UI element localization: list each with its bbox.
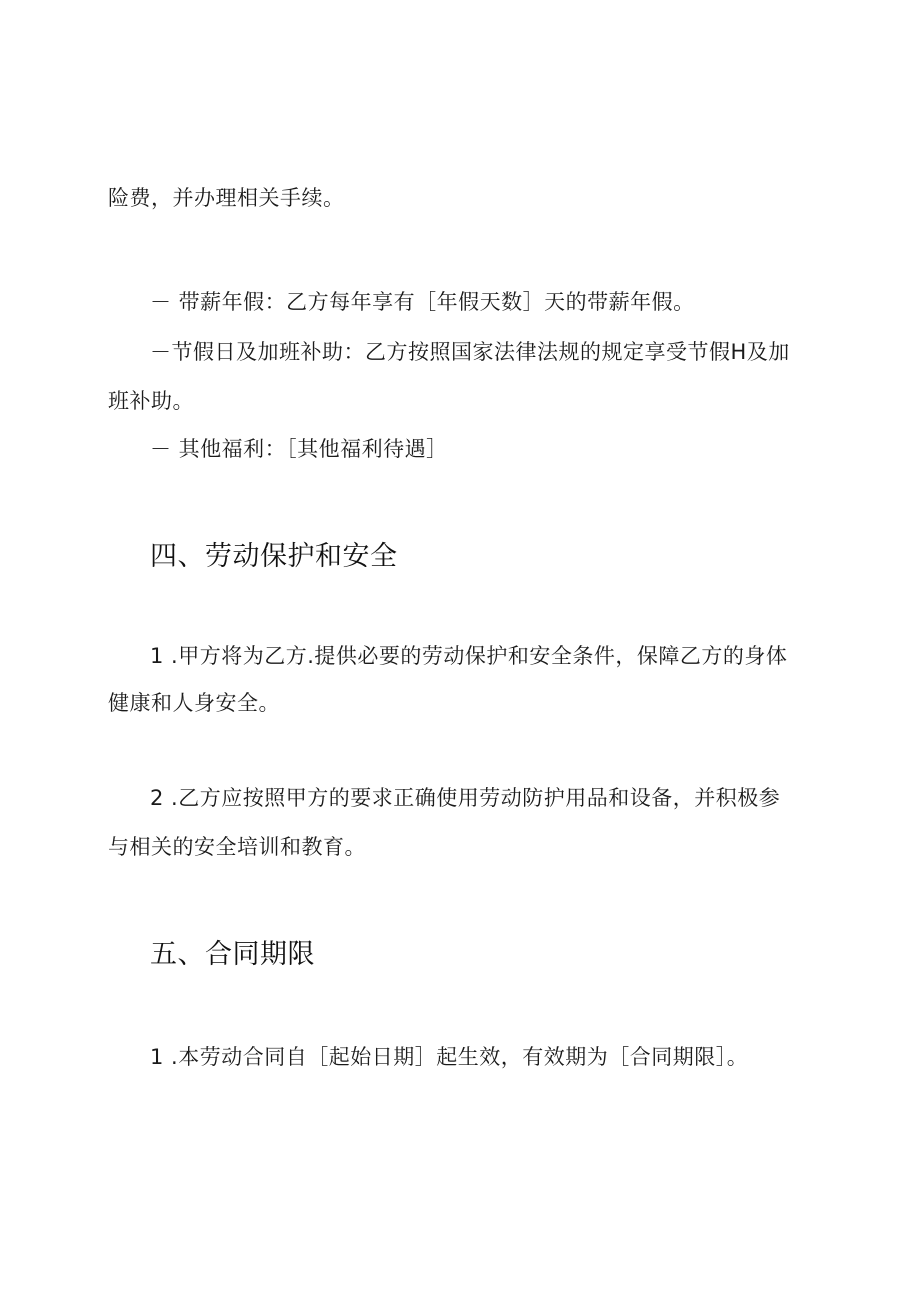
section4-item1-line2: 健康和人身安全。: [108, 691, 280, 715]
benefit-annual-leave: － 带薪年假：乙方每年享有［年假天数］天的带薪年假。: [150, 290, 695, 314]
benefit-holiday-overtime-line2: 班补助。: [108, 389, 194, 413]
section4-item2-line2: 与相关的安全培训和教育。: [108, 835, 366, 859]
benefit-holiday-overtime-line1: －节假日及加班补助：乙方按照国家法律法规的规定享受节假H及加: [150, 340, 790, 364]
section3-tail-line: 险费，并办理相关手续。: [108, 186, 345, 210]
section4-heading: 四、劳动保护和安全: [150, 541, 398, 572]
section5-item1-line1: 1 .本劳动合同自［起始日期］起生效，有效期为［合同期限］。: [150, 1045, 749, 1069]
section5-heading: 五、合同期限: [150, 939, 315, 970]
section4-item2-line1: 2 .乙方应按照甲方的要求正确使用劳动防护用品和设备，并积极参: [150, 786, 781, 810]
section4-item1-line1: 1 .甲方将为乙方.提供必要的劳动保护和安全条件，保障乙方的身体: [150, 644, 788, 668]
benefit-other: － 其他福利：［其他福利待遇］: [150, 437, 448, 461]
